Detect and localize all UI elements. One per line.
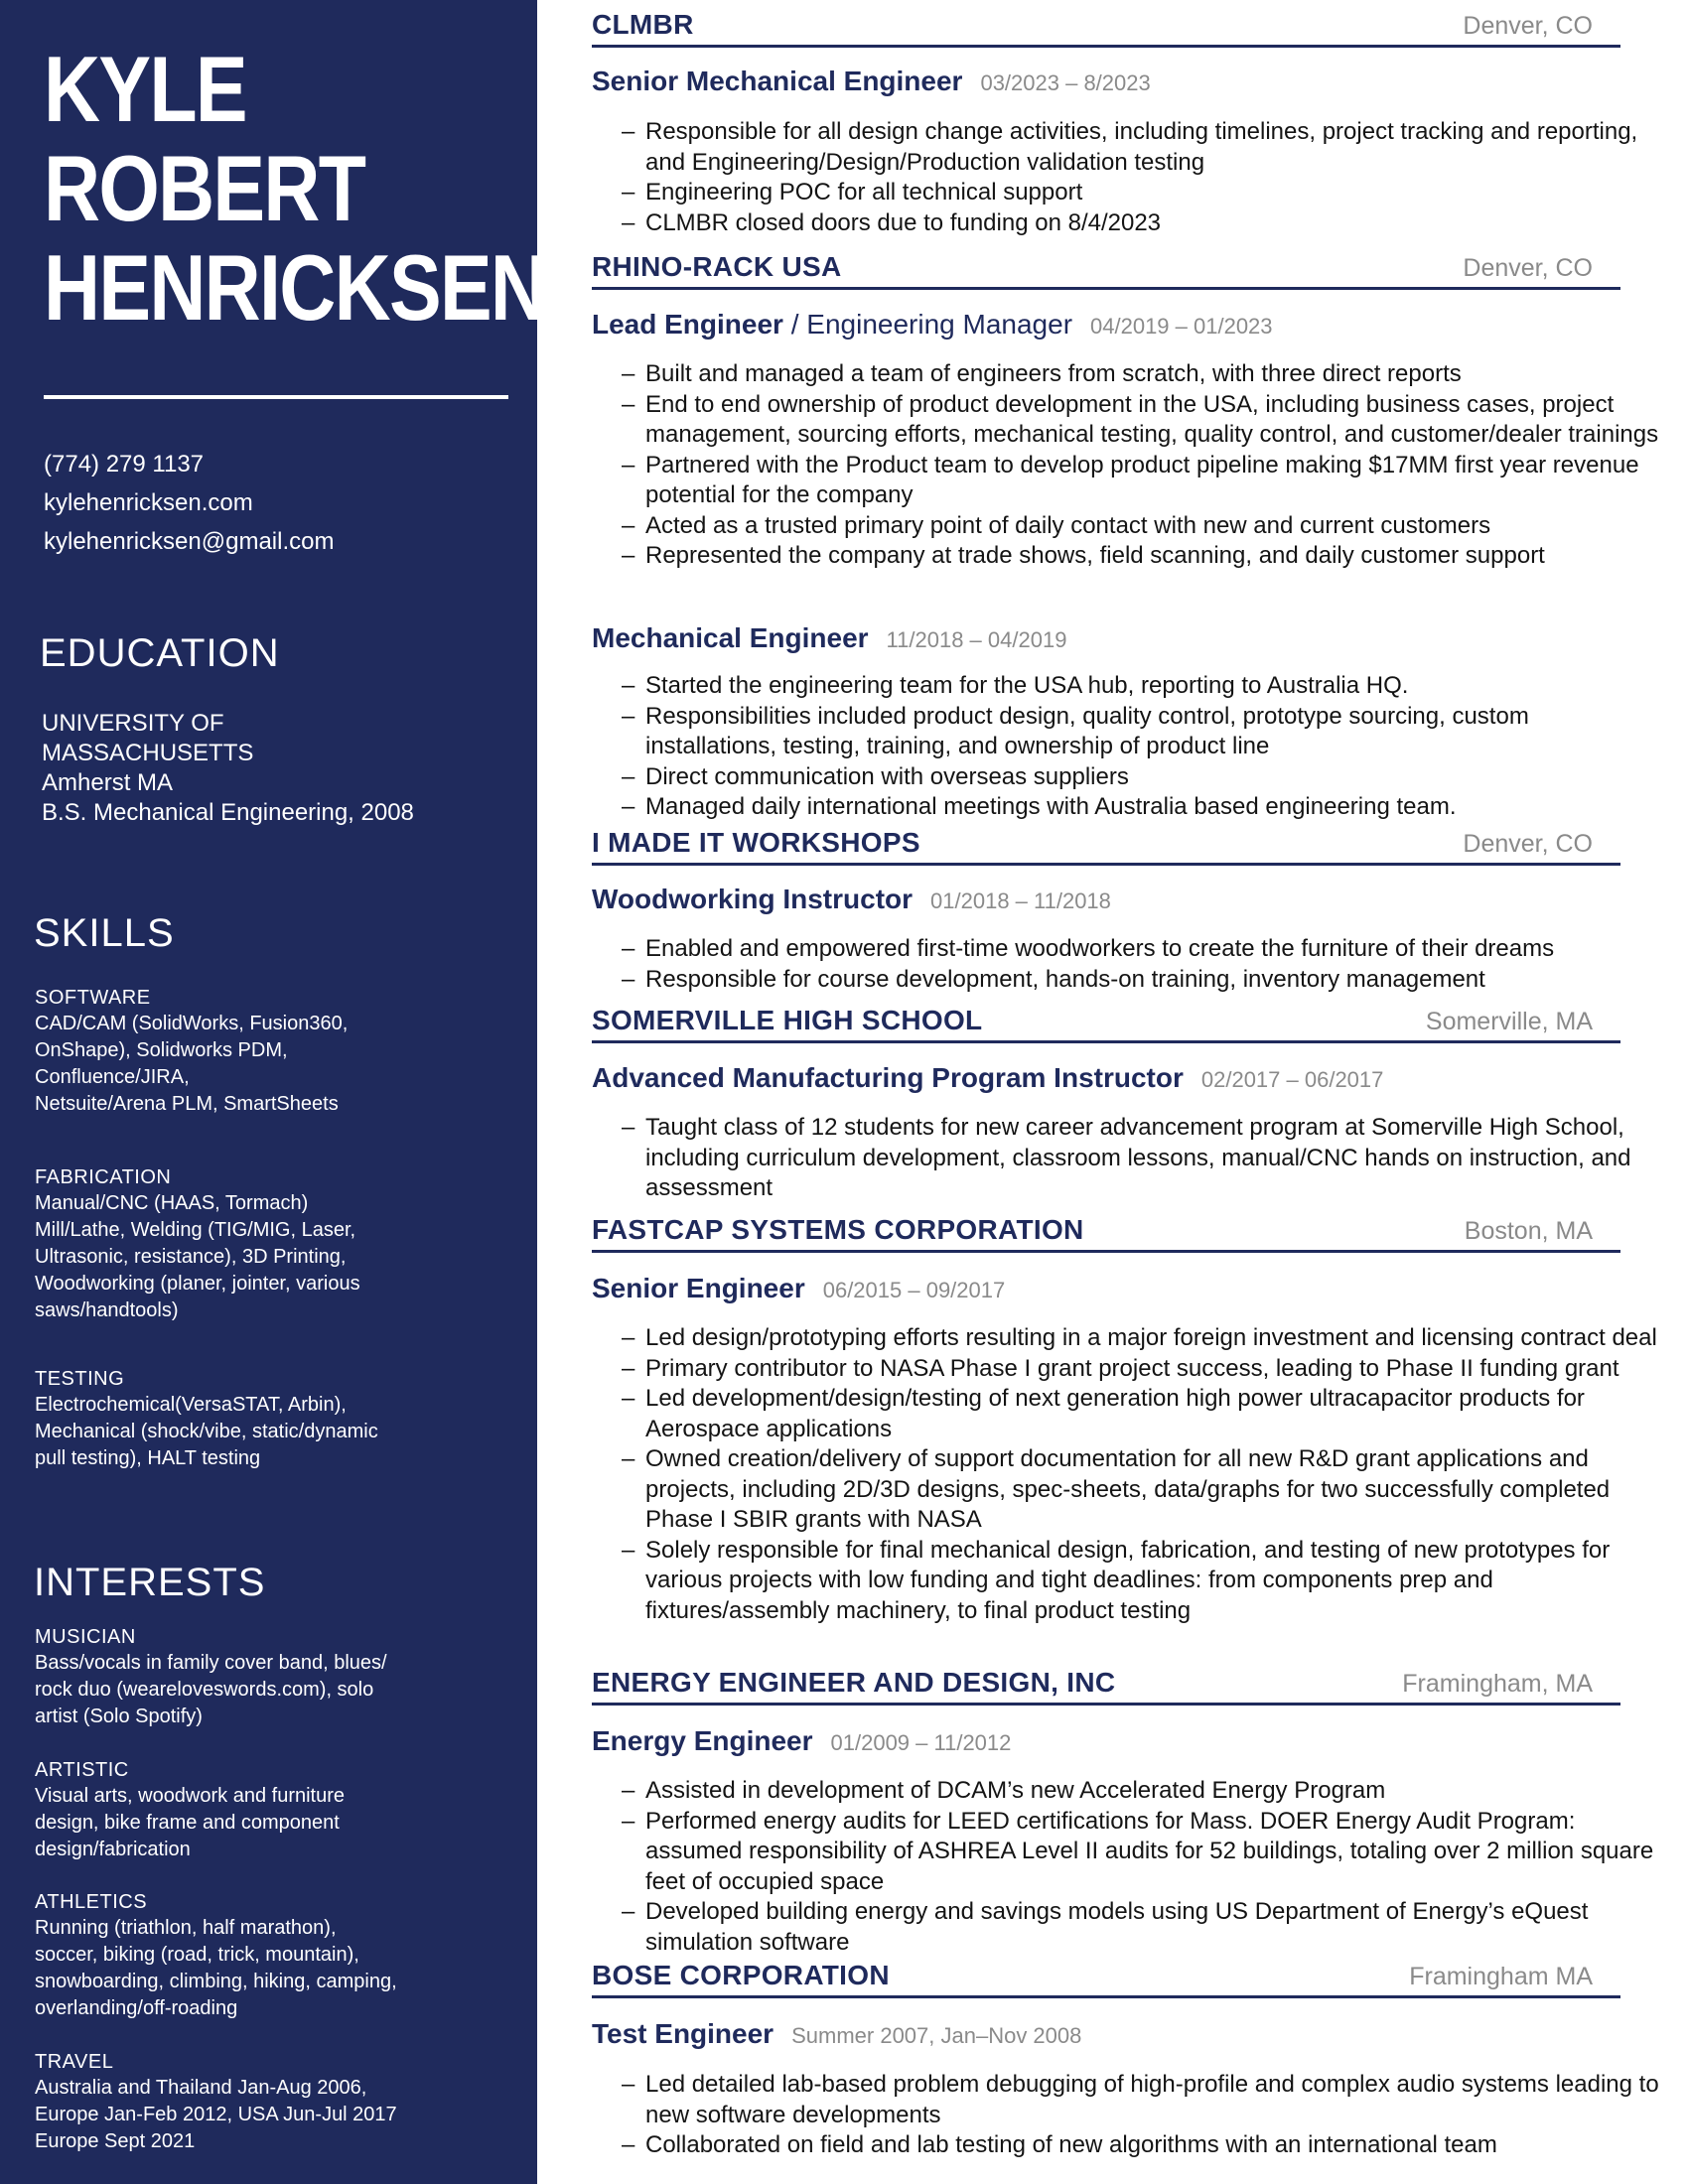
skills-line: Mechanical (shock/vibe, static/dynamic: [35, 1421, 378, 1442]
job-title-row: [592, 2018, 1081, 2050]
interests-line: Running (triathlon, half marathon),: [35, 1917, 337, 1939]
company-location: Denver, CO: [1463, 830, 1593, 858]
job-title-secondary: / Engineering Manager: [782, 309, 1073, 340]
education-block: [42, 709, 414, 828]
company-name: FASTCAP SYSTEMS CORPORATION: [592, 1214, 1084, 1245]
bullet-item: – Collaborated on field and lab testing of new algorithms with an international team: [622, 2130, 1664, 2161]
interests-group-text: [35, 1783, 511, 1863]
contact-info: [44, 445, 334, 561]
company-header: [592, 827, 1620, 866]
interests-line: Bass/vocals in family cover band, blues/: [35, 1652, 387, 1674]
school-location: Amherst MA: [42, 769, 174, 796]
name-line: ROBERT: [44, 136, 365, 240]
interests-line: soccer, biking (road, trick, mountain),: [35, 1944, 359, 1966]
candidate-name: [44, 37, 546, 340]
bullet-item: – Solely responsible for final mechanical design, fabrication, and testing of new prototypes for various projects with low funding and tight deadlines: from components prep and fixtures/assembly machinery, to final product testing: [622, 1536, 1664, 1627]
skills-line: Woodworking (planer, jointer, various: [35, 1273, 360, 1295]
bullet-item: – Started the engineering team for the USA hub, reporting to Australia HQ.: [622, 671, 1664, 702]
job-dates: 11/2018 – 04/2019: [886, 627, 1067, 652]
interests-line: snowboarding, climbing, hiking, camping,: [35, 1971, 397, 1992]
interests-group: [35, 2049, 511, 2155]
skills-group-text: [35, 1011, 511, 1118]
job-dates: 02/2017 – 06/2017: [1200, 1067, 1384, 1092]
company-location: Boston, MA: [1464, 1217, 1593, 1245]
company-name: ENERGY ENGINEER AND DESIGN, INC: [592, 1667, 1116, 1698]
skills-group-label: SOFTWARE: [35, 987, 151, 1009]
bullet-item: – Primary contributor to NASA Phase I grant project success, leading to Phase II funding grant: [622, 1354, 1664, 1385]
school-name: UNIVERSITY OF: [42, 710, 224, 737]
company-name: CLMBR: [592, 9, 694, 40]
skills-group-text: [35, 1190, 511, 1324]
bullet-item: – Responsible for all design change activities, including timelines, project tracking and reporting, and Engineering/Design/Production validation testing: [622, 117, 1664, 178]
job-dates: 01/2009 – 11/2012: [830, 1730, 1012, 1755]
bullet-item: – Managed daily international meetings with Australia based engineering team.: [622, 792, 1664, 823]
bullet-item: – Represented the company at trade shows, field scanning, and daily customer support: [622, 541, 1664, 572]
company-name: RHINO-RACK USA: [592, 251, 842, 282]
job-bullets: [622, 1776, 1664, 1958]
interests-group-text: [35, 2075, 511, 2155]
interests-line: artist (Solo Spotify): [35, 1706, 203, 1727]
company-location: Framingham MA: [1409, 1963, 1593, 1990]
school-name: MASSACHUSETTS: [42, 740, 254, 766]
job-bullets: [622, 117, 1664, 238]
job-title: Energy Engineer: [592, 1725, 813, 1756]
interests-group: [35, 1757, 511, 1863]
job-dates: 01/2018 – 11/2018: [930, 888, 1111, 913]
bullet-item: – Led design/prototyping efforts resulting in a major foreign investment and licensing contract deal: [622, 1323, 1664, 1354]
interests-group-label: ATHLETICS: [35, 1891, 148, 1913]
interests-line: design/fabrication: [35, 1839, 191, 1860]
bullet-item: – Enabled and empowered first-time woodworkers to create the furniture of their dreams: [622, 934, 1664, 965]
skills-line: Manual/CNC (HAAS, Tormach): [35, 1192, 309, 1214]
bullet-item: – End to end ownership of product development in the USA, including business cases, project management, sourcing efforts, mechanical testing, quality control, and customer/dealer trainings: [622, 390, 1664, 451]
bullet-item: – Owned creation/delivery of support documentation for all new R&D grant applications and projects, including 2D/3D designs, spec-sheets, data/graphs for two successfully completed Phase I SBIR grants with NASA: [622, 1444, 1664, 1536]
email-link[interactable]: kylehenricksen@gmail.com: [44, 528, 335, 555]
job-bullets: [622, 934, 1664, 995]
bullet-item: – Acted as a trusted primary point of daily contact with new and current customers: [622, 511, 1664, 542]
bullet-item: – Built and managed a team of engineers from scratch, with three direct reports: [622, 359, 1664, 390]
phone-number: (774) 279 1137: [44, 451, 205, 478]
interests-group-label: MUSICIAN: [35, 1626, 136, 1648]
bullet-item: – Performed energy audits for LEED certifications for Mass. DOER Energy Audit Program: assumed responsibility of ASHREA Level II audits for 52 buildings, totaling over 2 million square feet of occupied space: [622, 1807, 1664, 1898]
interests-line: Visual arts, woodwork and furniture: [35, 1785, 346, 1807]
interests-line: Europe Sept 2021: [35, 2130, 196, 2152]
job-title-row: [592, 1273, 1005, 1304]
job-title: Mechanical Engineer: [592, 622, 869, 653]
company-header: [592, 1005, 1620, 1043]
skills-group: [35, 1164, 511, 1324]
job-title: Senior Mechanical Engineer: [592, 66, 963, 96]
interests-group-text: [35, 1915, 511, 2022]
skills-heading: SKILLS: [34, 911, 175, 955]
company-header: [592, 1667, 1620, 1706]
skills-line: Ultrasonic, resistance), 3D Printing,: [35, 1246, 347, 1268]
degree: B.S. Mechanical Engineering, 2008: [42, 799, 414, 826]
job-title: Test Engineer: [592, 2018, 774, 2049]
bullet-item: – Direct communication with overseas suppliers: [622, 762, 1664, 793]
skills-group: [35, 985, 511, 1118]
skills-line: CAD/CAM (SolidWorks, Fusion360,: [35, 1013, 349, 1034]
skills-line: Confluence/JIRA,: [35, 1066, 190, 1088]
education-heading: EDUCATION: [40, 631, 280, 675]
job-title-row: [592, 1725, 1011, 1757]
interests-group-label: ARTISTIC: [35, 1759, 129, 1781]
skills-group-label: FABRICATION: [35, 1166, 172, 1188]
interests-line: overlanding/off-roading: [35, 1997, 238, 2019]
skills-line: OnShape), Solidworks PDM,: [35, 1039, 288, 1061]
job-bullets: [622, 359, 1664, 572]
job-title-row: [592, 884, 1111, 915]
company-name: SOMERVILLE HIGH SCHOOL: [592, 1005, 983, 1035]
interests-heading: INTERESTS: [34, 1561, 266, 1604]
job-title-row: [592, 309, 1273, 341]
bullet-item: – Assisted in development of DCAM’s new Accelerated Energy Program: [622, 1776, 1664, 1807]
bullet-item: – Engineering POC for all technical support: [622, 178, 1664, 208]
skills-group-text: [35, 1392, 511, 1472]
bullet-item: – Responsible for course development, hands-on training, inventory management: [622, 965, 1664, 996]
company-location: Denver, CO: [1463, 254, 1593, 282]
company-location: Denver, CO: [1463, 12, 1593, 40]
name-line: KYLE: [44, 37, 246, 141]
skills-line: Mill/Lathe, Welding (TIG/MIG, Laser,: [35, 1219, 356, 1241]
interests-group-text: [35, 1650, 511, 1730]
job-bullets: [622, 1323, 1664, 1626]
company-name: I MADE IT WORKSHOPS: [592, 827, 920, 858]
interests-group: [35, 1889, 511, 2022]
bullet-item: – Led detailed lab-based problem debugging of high-profile and complex audio systems leading to new software developments: [622, 2070, 1664, 2130]
company-header: [592, 1214, 1620, 1253]
job-dates: Summer 2007, Jan–Nov 2008: [791, 2023, 1082, 2048]
bullet-item: – Responsibilities included product design, quality control, prototype sourcing, custom installations, testing, training, and ownership of product line: [622, 702, 1664, 762]
job-title-row: [592, 622, 1066, 654]
job-dates: 03/2023 – 8/2023: [980, 70, 1151, 95]
name-divider: [44, 395, 508, 399]
job-title: Senior Engineer: [592, 1273, 805, 1303]
skills-line: pull testing), HALT testing: [35, 1447, 261, 1469]
skills-line: Netsuite/Arena PLM, SmartSheets: [35, 1093, 339, 1115]
website-link[interactable]: kylehenricksen.com: [44, 489, 253, 516]
skills-group: [35, 1366, 511, 1472]
company-header: [592, 9, 1620, 48]
company-header: [592, 1960, 1620, 1998]
job-title: Advanced Manufacturing Program Instructor: [592, 1062, 1184, 1093]
interests-line: Europe Jan-Feb 2012, USA Jun-Jul 2017: [35, 2104, 397, 2125]
sidebar: [0, 0, 546, 2184]
interests-line: design, bike frame and component: [35, 1812, 340, 1834]
interests-line: rock duo (weareloveswords.com), solo: [35, 1679, 374, 1701]
job-dates: 06/2015 – 09/2017: [822, 1278, 1006, 1302]
interests-group-label: TRAVEL: [35, 2051, 114, 2073]
job-bullets: [622, 671, 1664, 823]
bullet-item: – Led development/design/testing of next generation high power ultracapacitor products for Aerospace applications: [622, 1384, 1664, 1444]
job-dates: 04/2019 – 01/2023: [1090, 314, 1273, 339]
name-line: HENRICKSEN: [44, 235, 546, 340]
interests-group: [35, 1624, 511, 1730]
bullet-item: – Taught class of 12 students for new career advancement program at Somerville High School, including curriculum development, classroom lessons, manual/CNC hands on instruction, and assessment: [622, 1113, 1664, 1204]
bullet-item: – CLMBR closed doors due to funding on 8/4/2023: [622, 208, 1664, 239]
job-bullets: [622, 2070, 1664, 2161]
skills-line: saws/handtools): [35, 1299, 179, 1321]
job-bullets: [622, 1113, 1664, 1204]
bullet-item: – Partnered with the Product team to develop product pipeline making $17MM first year revenue potential for the company: [622, 451, 1664, 511]
job-title-row: [592, 1062, 1383, 1094]
company-location: Somerville, MA: [1425, 1008, 1593, 1035]
job-title: Lead Engineer / Engineering Manager: [592, 309, 1073, 340]
skills-line: Electrochemical(VersaSTAT, Arbin),: [35, 1394, 347, 1416]
company-header: [592, 251, 1620, 290]
bullet-item: – Developed building energy and savings models using US Department of Energy’s eQuest simulation software: [622, 1897, 1664, 1958]
skills-group-label: TESTING: [35, 1368, 125, 1390]
company-name: BOSE CORPORATION: [592, 1960, 890, 1990]
company-location: Framingham, MA: [1402, 1670, 1593, 1698]
interests-line: Australia and Thailand Jan-Aug 2006,: [35, 2077, 367, 2099]
job-title: Woodworking Instructor: [592, 884, 914, 914]
job-title-row: [592, 66, 1151, 97]
